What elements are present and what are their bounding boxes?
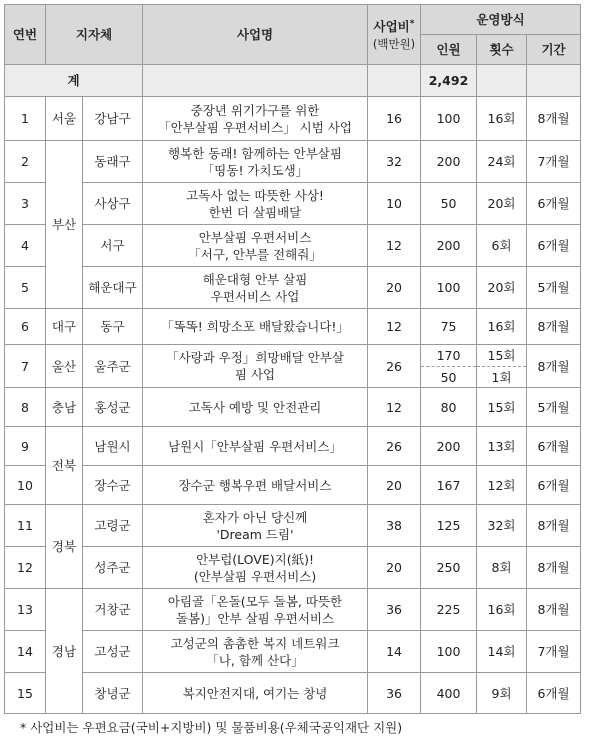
row-project: 복지안전지대, 여기는 창녕 bbox=[143, 673, 368, 714]
row-district: 해운대구 bbox=[83, 267, 143, 309]
row-period: 6개월 bbox=[527, 225, 581, 267]
project-line-2: 돌봄)」안부 살핌 우편서비스 bbox=[175, 610, 335, 626]
row-count: 9회 bbox=[477, 673, 527, 714]
project-line-1: 고독사 없는 따뜻한 사상! bbox=[186, 187, 324, 203]
row-project bbox=[143, 267, 368, 309]
row-budget: 26 bbox=[368, 345, 421, 388]
row-people: 100 bbox=[421, 267, 477, 309]
row-district: 거창군 bbox=[83, 589, 143, 631]
row-people: 80 bbox=[421, 388, 477, 427]
header-people: 인원 bbox=[421, 35, 477, 65]
row-budget: 38 bbox=[368, 505, 421, 547]
project-line-2: (안부살핌 우편서비스) bbox=[193, 568, 317, 584]
header-budget-unit: (백만원) bbox=[372, 36, 416, 51]
project-line-2: 「안부살핌 우편서비스」 시범 사업 bbox=[158, 119, 352, 135]
project-line-1: 아림골「온돌(모두 돌봄, 따뜻한 bbox=[167, 593, 343, 609]
header-period: 기간 bbox=[527, 35, 581, 65]
row-project bbox=[143, 141, 368, 183]
row-count: 8회 bbox=[477, 547, 527, 589]
total-label: 계 bbox=[5, 65, 143, 97]
row-no: 12 bbox=[5, 547, 46, 589]
row-people: 100 bbox=[421, 631, 477, 673]
row-no: 14 bbox=[5, 631, 46, 673]
row-people: 167 bbox=[421, 466, 477, 505]
total-period bbox=[527, 65, 581, 97]
project-line-2: 「나, 함께 산다」 bbox=[206, 652, 304, 668]
table-row bbox=[5, 547, 581, 589]
header-budget-label: 사업비 bbox=[373, 19, 410, 35]
row-region: 전북 bbox=[46, 427, 83, 505]
row-no: 8 bbox=[5, 388, 46, 427]
project-table bbox=[4, 4, 581, 714]
row-project: 남원시「안부살핌 우편서비스」 bbox=[143, 427, 368, 466]
row-budget: 26 bbox=[368, 427, 421, 466]
row-no: 5 bbox=[5, 267, 46, 309]
row-no: 9 bbox=[5, 427, 46, 466]
row-period: 6개월 bbox=[527, 183, 581, 225]
row-budget: 12 bbox=[368, 388, 421, 427]
project-line-2: 핌 사업 bbox=[234, 367, 276, 382]
table-row bbox=[5, 631, 581, 673]
row-count: 20회 bbox=[477, 183, 527, 225]
row-project bbox=[143, 183, 368, 225]
table-row bbox=[5, 505, 581, 547]
row-people: 225 bbox=[421, 589, 477, 631]
row-project: 장수군 행복우편 배달서비스 bbox=[143, 466, 368, 505]
table-row bbox=[5, 141, 581, 183]
row-project bbox=[143, 97, 368, 141]
row-district: 동래구 bbox=[83, 141, 143, 183]
row-period: 7개월 bbox=[527, 631, 581, 673]
row-period: 7개월 bbox=[527, 141, 581, 183]
project-line-1: 행복한 동래! 함께하는 안부살핌 bbox=[168, 145, 342, 161]
row-period: 8개월 bbox=[527, 97, 581, 141]
row-budget: 20 bbox=[368, 466, 421, 505]
row-count-a: 15회 bbox=[477, 345, 527, 367]
row-project: 고독사 예방 및 안전관리 bbox=[143, 388, 368, 427]
table-row bbox=[5, 267, 581, 309]
row-count: 6회 bbox=[477, 225, 527, 267]
row-budget: 14 bbox=[368, 631, 421, 673]
project-line-2: 「띵동! 가치도생」 bbox=[201, 162, 309, 178]
table-row bbox=[5, 183, 581, 225]
row-project bbox=[143, 225, 368, 267]
row-district: 홍성군 bbox=[83, 388, 143, 427]
row-district: 사상구 bbox=[83, 183, 143, 225]
row-budget: 36 bbox=[368, 673, 421, 714]
row-region: 경북 bbox=[46, 505, 83, 589]
row-no: 2 bbox=[5, 141, 46, 183]
row-no: 15 bbox=[5, 673, 46, 714]
row-region: 충남 bbox=[46, 388, 83, 427]
row-people: 200 bbox=[421, 141, 477, 183]
row-people: 75 bbox=[421, 309, 477, 345]
table-row bbox=[5, 309, 581, 345]
row-people-a: 170 bbox=[421, 345, 477, 367]
project-line-1: 고성군의 촘촘한 복지 네트워크 bbox=[170, 635, 340, 651]
row-count: 16회 bbox=[477, 589, 527, 631]
row-budget: 10 bbox=[368, 183, 421, 225]
row-count: 20회 bbox=[477, 267, 527, 309]
row-district: 남원시 bbox=[83, 427, 143, 466]
row-budget: 32 bbox=[368, 141, 421, 183]
row-people: 200 bbox=[421, 427, 477, 466]
row-period: 8개월 bbox=[527, 505, 581, 547]
row-period: 8개월 bbox=[527, 547, 581, 589]
row-period: 8개월 bbox=[527, 345, 581, 388]
footnote: * 사업비는 우편요금(국비+지방비) 및 물품비용(우체국공익재단 지원) bbox=[20, 720, 403, 735]
row-project bbox=[143, 589, 368, 631]
row-district: 울주군 bbox=[83, 345, 143, 388]
row-project: 「똑똑! 희망소포 배달왔습니다!」 bbox=[143, 309, 368, 345]
row-people-b: 50 bbox=[421, 367, 477, 388]
table-row bbox=[5, 673, 581, 714]
row-budget: 16 bbox=[368, 97, 421, 141]
table-row bbox=[5, 345, 581, 367]
row-people: 100 bbox=[421, 97, 477, 141]
row-people: 250 bbox=[421, 547, 477, 589]
row-no: 4 bbox=[5, 225, 46, 267]
table-row bbox=[5, 97, 581, 141]
row-count: 24회 bbox=[477, 141, 527, 183]
project-line-2: 'Dream 드림' bbox=[216, 526, 294, 542]
row-region: 대구 bbox=[46, 309, 83, 345]
row-budget: 20 bbox=[368, 547, 421, 589]
row-district: 강남구 bbox=[83, 97, 143, 141]
row-region: 서울 bbox=[46, 97, 83, 141]
row-count: 13회 bbox=[477, 427, 527, 466]
project-line-1: 해운대형 안부 살핌 bbox=[202, 271, 308, 287]
row-district: 동구 bbox=[83, 309, 143, 345]
row-count: 12회 bbox=[477, 466, 527, 505]
project-line-2: 한번 더 살핌배달 bbox=[208, 204, 302, 220]
row-budget: 12 bbox=[368, 225, 421, 267]
row-budget: 20 bbox=[368, 267, 421, 309]
row-period: 5개월 bbox=[527, 267, 581, 309]
row-region: 울산 bbox=[46, 345, 83, 388]
total-budget bbox=[368, 65, 421, 97]
project-line-1: 「사랑과 우정」희망배달 안부살 bbox=[166, 350, 344, 365]
header-no: 연번 bbox=[5, 5, 46, 65]
row-region: 경남 bbox=[46, 589, 83, 714]
table-row bbox=[5, 589, 581, 631]
row-district: 장수군 bbox=[83, 466, 143, 505]
row-period: 6개월 bbox=[527, 427, 581, 466]
row-project bbox=[143, 505, 368, 547]
row-project bbox=[143, 631, 368, 673]
header-budget-mark: * bbox=[409, 19, 415, 30]
header-count: 횟수 bbox=[477, 35, 527, 65]
total-count bbox=[477, 65, 527, 97]
row-people: 50 bbox=[421, 183, 477, 225]
row-period: 5개월 bbox=[527, 388, 581, 427]
table-row bbox=[5, 427, 581, 466]
row-district: 창녕군 bbox=[83, 673, 143, 714]
row-no: 13 bbox=[5, 589, 46, 631]
row-district: 고령군 bbox=[83, 505, 143, 547]
row-count: 15회 bbox=[477, 388, 527, 427]
row-project bbox=[143, 547, 368, 589]
row-no: 10 bbox=[5, 466, 46, 505]
row-project bbox=[143, 345, 368, 388]
row-budget: 12 bbox=[368, 309, 421, 345]
row-count: 16회 bbox=[477, 309, 527, 345]
row-region: 부산 bbox=[46, 141, 83, 309]
row-no: 6 bbox=[5, 309, 46, 345]
row-people: 400 bbox=[421, 673, 477, 714]
row-period: 8개월 bbox=[527, 589, 581, 631]
header-local-gov: 지자체 bbox=[46, 5, 143, 65]
row-district: 성주군 bbox=[83, 547, 143, 589]
total-people: 2,492 bbox=[421, 65, 477, 97]
row-count-b: 1회 bbox=[477, 367, 527, 388]
table-row bbox=[5, 388, 581, 427]
header-project: 사업명 bbox=[143, 5, 368, 65]
table-row bbox=[5, 225, 581, 267]
row-count: 14회 bbox=[477, 631, 527, 673]
row-district: 서구 bbox=[83, 225, 143, 267]
row-budget: 36 bbox=[368, 589, 421, 631]
project-line-2: 「서구, 안부를 전해줘」 bbox=[188, 246, 322, 262]
project-line-2: 우편서비스 사업 bbox=[210, 288, 300, 304]
row-period: 8개월 bbox=[527, 309, 581, 345]
row-period: 6개월 bbox=[527, 466, 581, 505]
header-operation: 운영방식 bbox=[421, 5, 581, 35]
row-count: 32회 bbox=[477, 505, 527, 547]
header-budget bbox=[368, 5, 421, 65]
row-people: 200 bbox=[421, 225, 477, 267]
row-people: 125 bbox=[421, 505, 477, 547]
row-no: 1 bbox=[5, 97, 46, 141]
total-project bbox=[143, 65, 368, 97]
project-line-1: 중장년 위기가구를 위한 bbox=[190, 102, 320, 118]
row-period: 6개월 bbox=[527, 673, 581, 714]
row-count: 16회 bbox=[477, 97, 527, 141]
project-line-1: 안부럽(LOVE)지(紙)! bbox=[196, 551, 314, 567]
project-line-1: 혼자가 아닌 당신께 bbox=[202, 509, 308, 525]
row-no: 7 bbox=[5, 345, 46, 388]
table-row bbox=[5, 466, 581, 505]
row-no: 3 bbox=[5, 183, 46, 225]
row-district: 고성군 bbox=[83, 631, 143, 673]
project-line-1: 안부살핌 우편서비스 bbox=[198, 229, 312, 245]
row-no: 11 bbox=[5, 505, 46, 547]
